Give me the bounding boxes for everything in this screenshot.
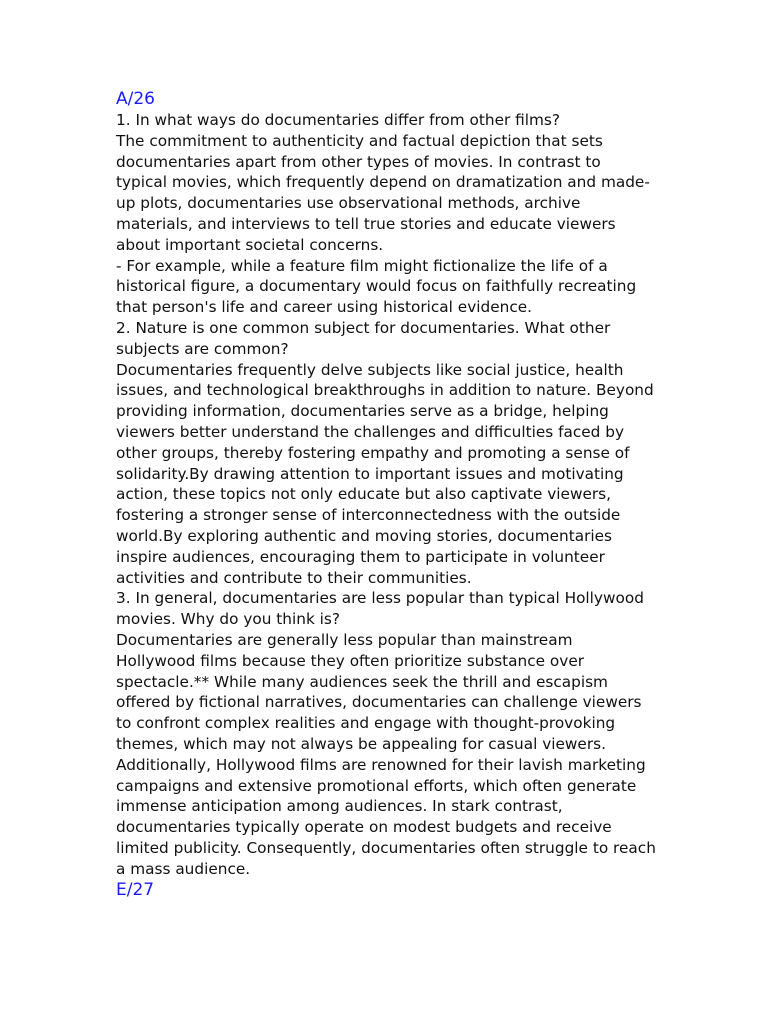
answer-2: Documentaries frequently delve subjects like social justice, health issues, and technological breakthroughs in addition to nature. Beyond providing information, documentaries serve as a bridge, helping viewers better understand the challenges and difficulties faced by other groups, thereby fostering empathy and promoting a sense of solidarity.By drawing attention to important issues and motivating action, these topics not only educate but also captivate viewers, fostering a stronger sense of interconnectedness with the outside world.By exploring authentic and moving stories, documentaries inspire audiences, encouraging them to participate in volunteer activities and contribute to their communities. <box>116 360 654 587</box>
section-heading-e27: E/27 <box>116 880 155 901</box>
section-heading-a26: A/26 <box>116 89 155 109</box>
document-body <box>116 88 656 901</box>
answer-3: Documentaries are generally less popular than mainstream Hollywood films because they often prioritize substance over spectacle.** While many audiences seek the thrill and escapism offered by fictional narratives, documentaries can challenge viewers to confront complex realities and engage with thought-provoking themes, which may not always be appealing for casual viewers. Additionally, Hollywood films are renowned for their lavish marketing campaigns and extensive promotional efforts, which often generate immense anticipation among audiences. In stark contrast, documentaries typically operate on modest budgets and receive limited publicity. Consequently, documentaries often struggle to reach a mass audience. <box>116 630 656 878</box>
question-3: 3. In general, documentaries are less popular than typical Hollywood movies. Why do you think is? <box>116 589 644 629</box>
question-1: 1. In what ways do documentaries differ from other films? <box>116 111 561 129</box>
answer-1-example: - For example, while a feature film might fictionalize the life of a historical figure, a documentary would focus on faithfully recreating that person's life and career using historical evidence. <box>116 256 637 317</box>
answer-1: The commitment to authenticity and factual depiction that sets documentaries apart from other types of movies. In contrast to typical movies, which frequently depend on dramatization and made-up plots, documentaries use observational methods, archive materials, and interviews to tell true stories and educate viewers about important societal concerns. <box>116 131 650 254</box>
question-2: 2. Nature is one common subject for documentaries. What other subjects are common? <box>116 318 611 358</box>
